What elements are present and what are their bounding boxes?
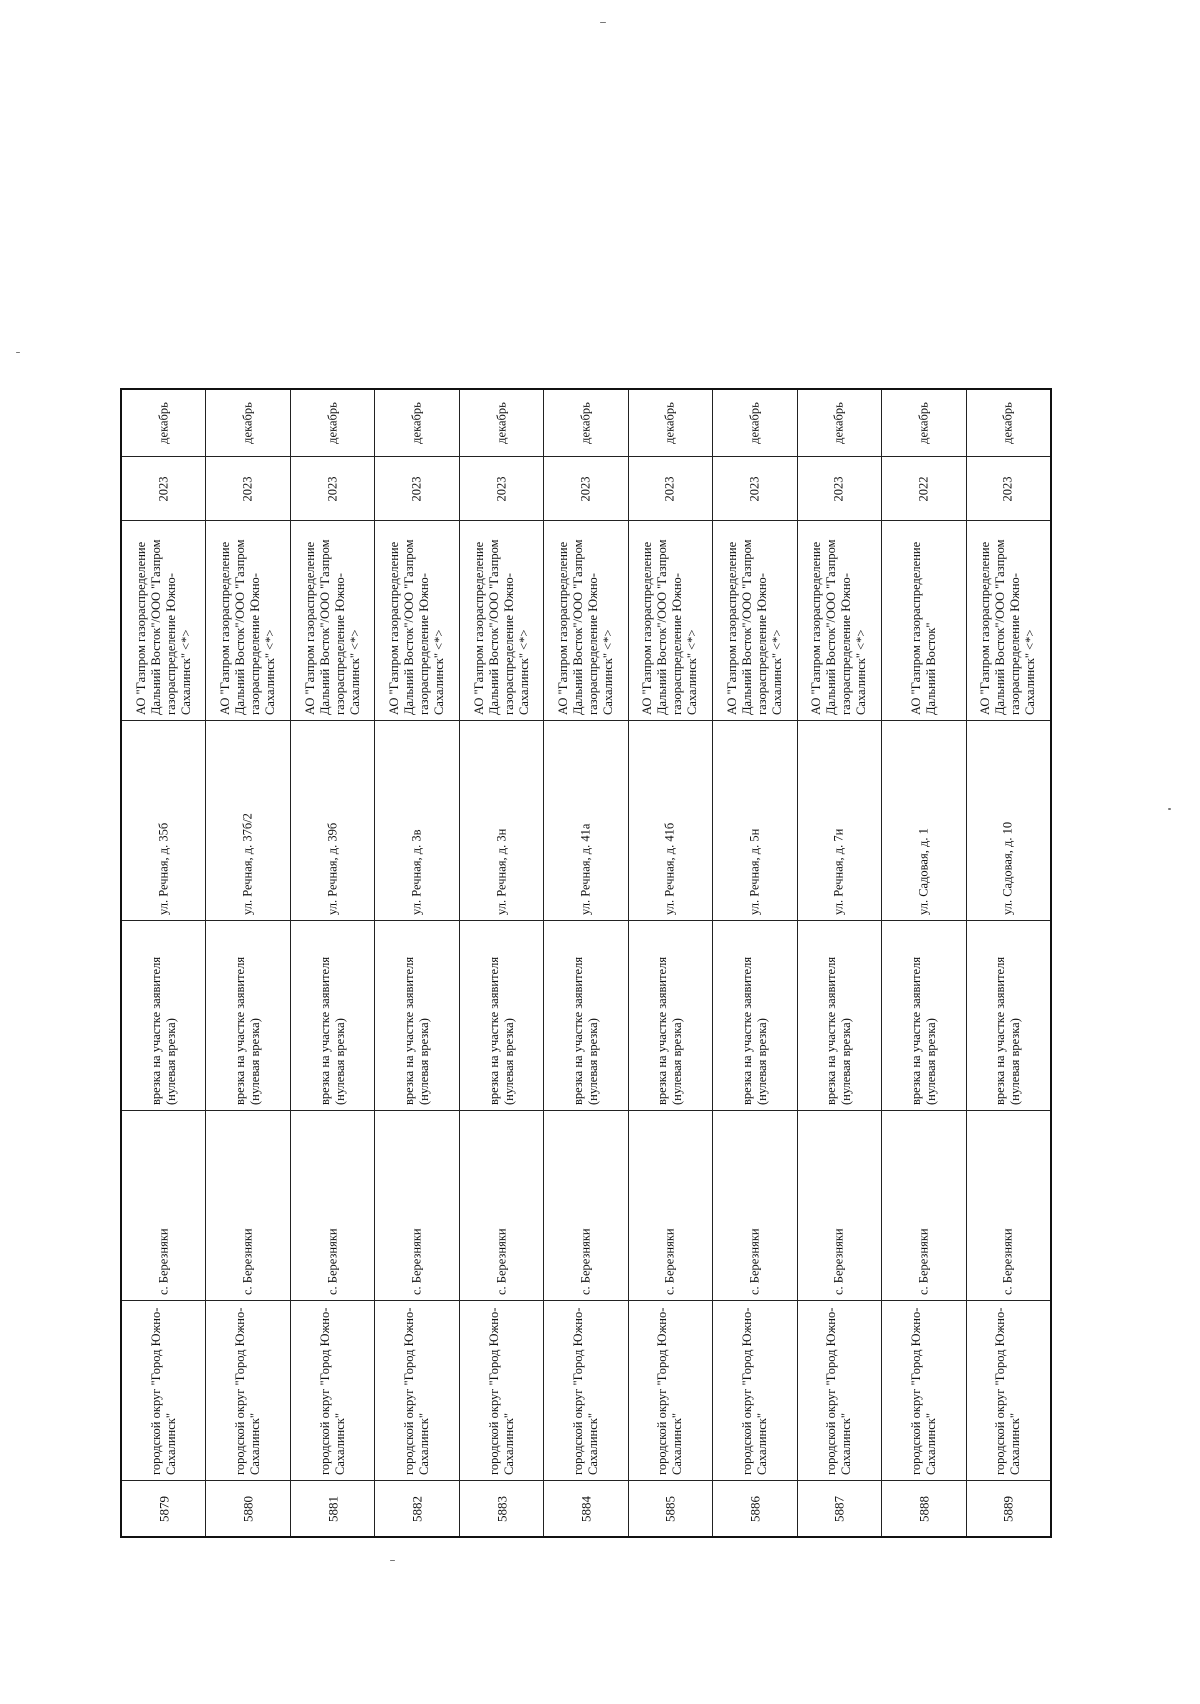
- cell-district: [798, 1300, 881, 1480]
- year-text: 2023: [662, 476, 677, 501]
- cell-month: [375, 390, 458, 456]
- org-text: АО "Газпром газораспределение Дальний Восток"/ООО "Газпром газораспределение Южно-Сахалинск" <*>: [555, 538, 615, 715]
- cell-district: [122, 1300, 205, 1480]
- address-text: ул. Садовая, д. 1: [916, 827, 931, 915]
- org-text: АО "Газпром газораспределение Дальний Восток"/ООО "Газпром газораспределение Южно-Сахалинск" <*>: [724, 538, 784, 715]
- cell-month: [122, 390, 205, 456]
- month-text: декабрь: [831, 402, 846, 444]
- locality-text: с. Березняки: [240, 1227, 255, 1295]
- cell-year: [291, 456, 374, 520]
- cell-address: [713, 720, 796, 920]
- num-text: 5883: [494, 1495, 510, 1522]
- locality-text: с. Березняки: [747, 1227, 762, 1295]
- district-text: городской округ "Город Южно-Сахалинск": [655, 1307, 685, 1475]
- cell-month: [544, 390, 627, 456]
- num-text: 5880: [240, 1495, 256, 1522]
- type-text: врезка на участке заявителя (нулевая врезка): [402, 956, 432, 1105]
- month-text: декабрь: [747, 402, 762, 444]
- month-text: декабрь: [409, 402, 424, 444]
- cell-type: [882, 920, 965, 1110]
- cell-month: [713, 390, 796, 456]
- num-text: 5889: [1000, 1495, 1016, 1522]
- district-text: городской округ "Город Южно-Сахалинск": [317, 1307, 347, 1475]
- district-text: городской округ "Город Южно-Сахалинск": [486, 1307, 516, 1475]
- cell-address: [122, 720, 205, 920]
- table-row: [798, 390, 882, 1536]
- cell-type: [460, 920, 543, 1110]
- cell-org: [206, 520, 289, 720]
- cell-month: [882, 390, 965, 456]
- org-text: АО "Газпром газораспределение Дальний Восток"/ООО "Газпром газораспределение Южно-Сахалинск" <*>: [302, 538, 362, 715]
- cell-year: [798, 456, 881, 520]
- locality-text: с. Березняки: [409, 1227, 424, 1295]
- cell-org: [122, 520, 205, 720]
- address-text: ул. Речная, д. 41а: [578, 823, 593, 915]
- cell-num: [882, 1480, 965, 1536]
- cell-district: [713, 1300, 796, 1480]
- cell-num: [375, 1480, 458, 1536]
- type-text: врезка на участке заявителя (нулевая врезка): [233, 956, 263, 1105]
- cell-num: [122, 1480, 205, 1536]
- scan-speck: [390, 1560, 395, 1561]
- scan-speck: [1168, 808, 1171, 810]
- cell-district: [967, 1300, 1050, 1480]
- year-text: 2023: [409, 476, 424, 501]
- district-text: городской округ "Город Южно-Сахалинск": [402, 1307, 432, 1475]
- table-row: [882, 390, 966, 1536]
- org-text: АО "Газпром газораспределение Дальний Восток"/ООО "Газпром газораспределение Южно-Сахалинск" <*>: [218, 538, 278, 715]
- year-text: 2023: [831, 476, 846, 501]
- year-text: 2023: [494, 476, 509, 501]
- cell-org: [544, 520, 627, 720]
- num-text: 5888: [916, 1495, 932, 1522]
- district-text: городской округ "Город Южно-Сахалинск": [570, 1307, 600, 1475]
- district-text: городской округ "Город Южно-Сахалинск": [233, 1307, 263, 1475]
- cell-org: [798, 520, 881, 720]
- cell-org: [629, 520, 712, 720]
- year-text: 2023: [240, 476, 255, 501]
- type-text: врезка на участке заявителя (нулевая врезка): [486, 956, 516, 1105]
- year-text: 2023: [747, 476, 762, 501]
- cell-month: [460, 390, 543, 456]
- cell-org: [375, 520, 458, 720]
- type-text: врезка на участке заявителя (нулевая врезка): [824, 956, 854, 1105]
- locality-text: с. Березняки: [156, 1227, 171, 1295]
- num-text: 5887: [831, 1495, 847, 1522]
- org-text: АО "Газпром газораспределение Дальний Восток"/ООО "Газпром газораспределение Южно-Сахалинск" <*>: [809, 538, 869, 715]
- org-text: АО "Газпром газораспределение Дальний Восток"/ООО "Газпром газораспределение Южно-Сахалинск" <*>: [471, 538, 531, 715]
- scan-speck: [600, 22, 606, 23]
- cell-locality: [544, 1110, 627, 1300]
- table-row: [967, 390, 1050, 1536]
- cell-month: [206, 390, 289, 456]
- cell-locality: [375, 1110, 458, 1300]
- year-text: 2023: [1000, 476, 1015, 501]
- org-text: АО "Газпром газораспределение Дальний Восток"/ООО "Газпром газораспределение Южно-Сахалинск" <*>: [640, 538, 700, 715]
- cell-year: [206, 456, 289, 520]
- cell-org: [460, 520, 543, 720]
- type-text: врезка на участке заявителя (нулевая врезка): [148, 956, 178, 1105]
- cell-district: [882, 1300, 965, 1480]
- cell-locality: [798, 1110, 881, 1300]
- cell-num: [291, 1480, 374, 1536]
- cell-type: [291, 920, 374, 1110]
- cell-locality: [713, 1110, 796, 1300]
- scan-speck: [16, 352, 20, 353]
- type-text: врезка на участке заявителя (нулевая врезка): [908, 956, 938, 1105]
- district-text: городской округ "Город Южно-Сахалинск": [824, 1307, 854, 1475]
- num-text: 5879: [156, 1495, 172, 1522]
- address-text: ул. Речная, д. 3н: [494, 828, 509, 915]
- cell-locality: [206, 1110, 289, 1300]
- address-text: ул. Речная, д. 5н: [747, 828, 762, 915]
- month-text: декабрь: [494, 402, 509, 444]
- year-text: 2023: [156, 476, 171, 501]
- cell-type: [122, 920, 205, 1110]
- cell-district: [460, 1300, 543, 1480]
- locality-text: с. Березняки: [662, 1227, 677, 1295]
- address-text: ул. Речная, д. 37б/2: [240, 812, 255, 915]
- cell-district: [375, 1300, 458, 1480]
- cell-month: [798, 390, 881, 456]
- month-text: декабрь: [578, 402, 593, 444]
- type-text: врезка на участке заявителя (нулевая врезка): [655, 956, 685, 1105]
- cell-num: [544, 1480, 627, 1536]
- cell-org: [713, 520, 796, 720]
- cell-year: [629, 456, 712, 520]
- table-row: [122, 390, 206, 1536]
- cell-year: [713, 456, 796, 520]
- cell-org: [882, 520, 965, 720]
- locality-text: с. Березняки: [578, 1227, 593, 1295]
- month-text: декабрь: [662, 402, 677, 444]
- district-text: городской округ "Город Южно-Сахалинск": [993, 1307, 1023, 1475]
- address-text: ул. Речная, д. 35б: [156, 822, 171, 915]
- cell-locality: [967, 1110, 1050, 1300]
- address-text: ул. Садовая, д. 10: [1000, 821, 1015, 915]
- cell-num: [206, 1480, 289, 1536]
- cell-type: [375, 920, 458, 1110]
- district-text: городской округ "Город Южно-Сахалинск": [908, 1307, 938, 1475]
- cell-address: [206, 720, 289, 920]
- cell-year: [122, 456, 205, 520]
- cell-address: [375, 720, 458, 920]
- num-text: 5886: [747, 1495, 763, 1522]
- table-row: [291, 390, 375, 1536]
- cell-type: [967, 920, 1050, 1110]
- data-table: [120, 388, 1052, 1538]
- org-text: АО "Газпром газораспределение Дальний Восток"/ООО "Газпром газораспределение Южно-Сахалинск" <*>: [978, 538, 1038, 715]
- cell-year: [460, 456, 543, 520]
- cell-district: [206, 1300, 289, 1480]
- locality-text: с. Березняки: [325, 1227, 340, 1295]
- cell-type: [798, 920, 881, 1110]
- cell-locality: [460, 1110, 543, 1300]
- cell-locality: [122, 1110, 205, 1300]
- month-text: декабрь: [916, 402, 931, 444]
- cell-num: [460, 1480, 543, 1536]
- district-text: городской округ "Город Южно-Сахалинск": [148, 1307, 178, 1475]
- org-text: АО "Газпром газораспределение Дальний Восток"/ООО "Газпром газораспределение Южно-Сахалинск" <*>: [387, 538, 447, 715]
- cell-district: [629, 1300, 712, 1480]
- cell-org: [291, 520, 374, 720]
- cell-address: [629, 720, 712, 920]
- cell-address: [460, 720, 543, 920]
- year-text: 2023: [578, 476, 593, 501]
- num-text: 5881: [325, 1495, 341, 1522]
- cell-month: [291, 390, 374, 456]
- district-text: городской округ "Город Южно-Сахалинск": [739, 1307, 769, 1475]
- table-row: [460, 390, 544, 1536]
- address-text: ул. Речная, д. 39б: [325, 822, 340, 915]
- cell-address: [544, 720, 627, 920]
- locality-text: с. Березняки: [831, 1227, 846, 1295]
- cell-address: [798, 720, 881, 920]
- table-row: [629, 390, 713, 1536]
- cell-address: [967, 720, 1050, 920]
- type-text: врезка на участке заявителя (нулевая врезка): [739, 956, 769, 1105]
- cell-year: [967, 456, 1050, 520]
- month-text: декабрь: [1000, 402, 1015, 444]
- year-text: 2022: [916, 476, 931, 501]
- locality-text: с. Березняки: [1000, 1227, 1015, 1295]
- type-text: врезка на участке заявителя (нулевая врезка): [993, 956, 1023, 1105]
- cell-locality: [291, 1110, 374, 1300]
- table-row: [713, 390, 797, 1536]
- cell-type: [713, 920, 796, 1110]
- num-text: 5884: [578, 1495, 594, 1522]
- cell-type: [544, 920, 627, 1110]
- cell-num: [629, 1480, 712, 1536]
- address-text: ул. Речная, д. 41б: [662, 822, 677, 915]
- type-text: врезка на участке заявителя (нулевая врезка): [570, 956, 600, 1105]
- type-text: врезка на участке заявителя (нулевая врезка): [317, 956, 347, 1105]
- cell-locality: [629, 1110, 712, 1300]
- cell-num: [713, 1480, 796, 1536]
- cell-address: [291, 720, 374, 920]
- cell-type: [629, 920, 712, 1110]
- org-text: АО "Газпром газораспределение Дальний Восток"/ООО "Газпром газораспределение Южно-Сахалинск" <*>: [133, 538, 193, 715]
- month-text: декабрь: [325, 402, 340, 444]
- cell-month: [967, 390, 1050, 456]
- cell-locality: [882, 1110, 965, 1300]
- num-text: 5885: [662, 1495, 678, 1522]
- cell-num: [967, 1480, 1050, 1536]
- cell-year: [544, 456, 627, 520]
- org-text: АО "Газпром газораспределение Дальний Восток": [908, 541, 938, 715]
- cell-month: [629, 390, 712, 456]
- year-text: 2023: [325, 476, 340, 501]
- cell-num: [798, 1480, 881, 1536]
- table-row: [375, 390, 459, 1536]
- cell-district: [544, 1300, 627, 1480]
- locality-text: с. Березняки: [494, 1227, 509, 1295]
- month-text: декабрь: [240, 402, 255, 444]
- locality-text: с. Березняки: [916, 1227, 931, 1295]
- cell-type: [206, 920, 289, 1110]
- address-text: ул. Речная, д. 3в: [409, 829, 424, 915]
- month-text: декабрь: [156, 402, 171, 444]
- cell-org: [967, 520, 1050, 720]
- cell-year: [375, 456, 458, 520]
- num-text: 5882: [409, 1495, 425, 1522]
- cell-district: [291, 1300, 374, 1480]
- address-text: ул. Речная, д. 7и: [831, 828, 846, 915]
- cell-year: [882, 456, 965, 520]
- cell-address: [882, 720, 965, 920]
- table-row: [544, 390, 628, 1536]
- table-row: [206, 390, 290, 1536]
